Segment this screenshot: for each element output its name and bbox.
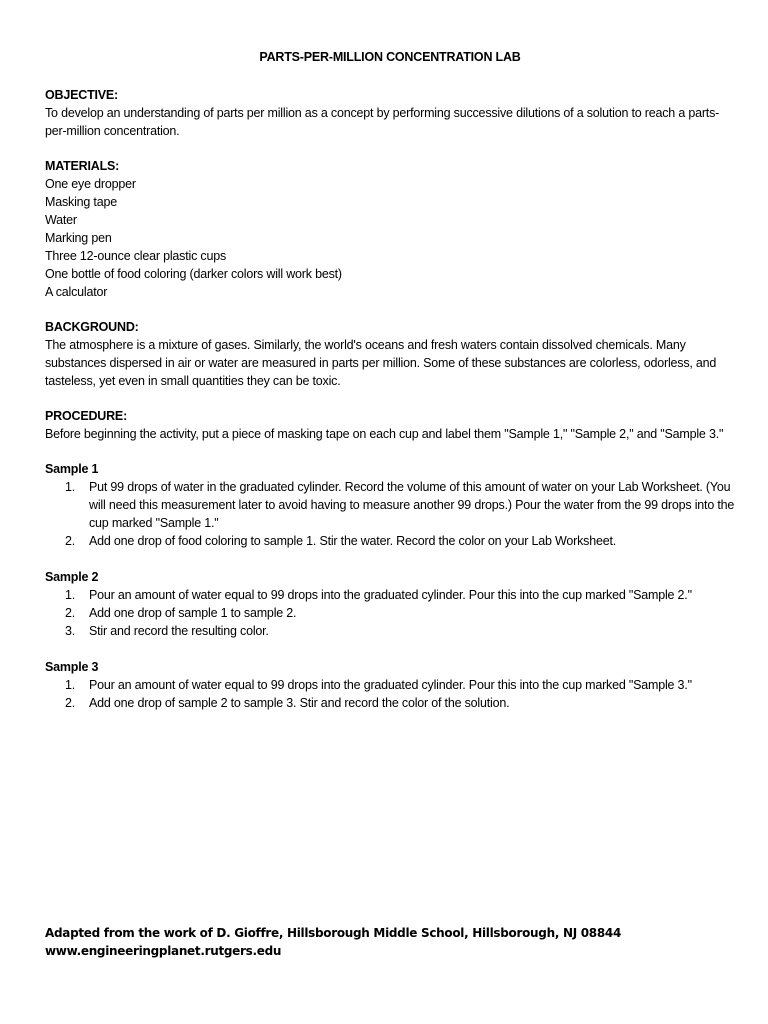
materials-heading: MATERIALS: [45,159,120,173]
materials-item: One eye dropper [45,177,136,191]
step-number: 1. [65,678,76,692]
objective-text: To develop an understanding of parts per million as a concept by performing successive dilutions of a solution to reach a parts-per-million concentration. [45,106,720,138]
step-number: 2. [65,606,76,620]
document-body [45,48,735,730]
document-footer [45,924,621,960]
background-section [45,318,735,390]
sample-2-section [45,568,735,640]
materials-list [45,175,735,301]
step-item [45,532,735,550]
step-number: 2. [65,696,76,710]
procedure-heading: PROCEDURE: [45,409,128,423]
materials-section [45,157,735,301]
procedure-section [45,407,735,443]
step-item [45,694,735,712]
footer-url: www.engineeringplanet.rutgers.edu [45,944,282,958]
step-text: Add one drop of sample 2 to sample 3. Stir and record the color of the solution. [89,696,510,710]
step-text: Add one drop of food coloring to sample 1. Stir the water. Record the color on your Lab Worksheet. [89,534,617,548]
materials-item: A calculator [45,285,108,299]
background-heading: BACKGROUND: [45,320,139,334]
objective-heading: OBJECTIVE: [45,88,119,102]
step-text: Stir and record the resulting color. [89,624,269,638]
sample-3-steps [45,676,735,712]
step-item [45,604,735,622]
step-item [45,676,735,694]
step-text: Pour an amount of water equal to 99 drops into the graduated cylinder. Pour this into the cup marked "Sample 3." [89,678,692,692]
step-number: 1. [65,480,76,494]
background-text: The atmosphere is a mixture of gases. Similarly, the world's oceans and fresh waters contain dissolved chemicals. Many substances dispersed in air or water are measured in parts per million. Some of these substances are colorless, odorless, and tasteless, yet even in small quantities they can be toxic. [45,338,717,388]
sample-1-section [45,460,735,550]
sample-2-heading: Sample 2 [45,570,99,584]
sample-2-steps [45,586,735,640]
step-text: Add one drop of sample 1 to sample 2. [89,606,297,620]
materials-item: One bottle of food coloring (darker colors will work best) [45,267,342,281]
materials-item: Masking tape [45,195,117,209]
step-item [45,478,735,532]
step-number: 1. [65,588,76,602]
step-item [45,586,735,604]
objective-section [45,86,735,140]
step-number: 3. [65,624,76,638]
materials-item: Water [45,213,77,227]
sample-3-section [45,658,735,712]
procedure-text: Before beginning the activity, put a piece of masking tape on each cup and label them "Sample 1," "Sample 2," and "Sample 3." [45,427,724,441]
step-text: Put 99 drops of water in the graduated cylinder. Record the volume of this amount of water on your Lab Worksheet. (You will need this measurement later to avoid having to measure another 99 drops.) Pour the water from the 99 drops into the cup marked "Sample 1." [89,480,735,530]
sample-3-heading: Sample 3 [45,660,99,674]
step-item [45,622,735,640]
sample-1-heading: Sample 1 [45,462,99,476]
materials-item: Three 12-ounce clear plastic cups [45,249,226,263]
sample-1-steps [45,478,735,550]
step-text: Pour an amount of water equal to 99 drops into the graduated cylinder. Pour this into the cup marked "Sample 2." [89,588,692,602]
footer-credit: Adapted from the work of D. Gioffre, Hillsborough Middle School, Hillsborough, NJ 08844 [45,926,621,940]
document-title: PARTS-PER-MILLION CONCENTRATION LAB [259,50,521,64]
materials-item: Marking pen [45,231,112,245]
step-number: 2. [65,534,76,548]
